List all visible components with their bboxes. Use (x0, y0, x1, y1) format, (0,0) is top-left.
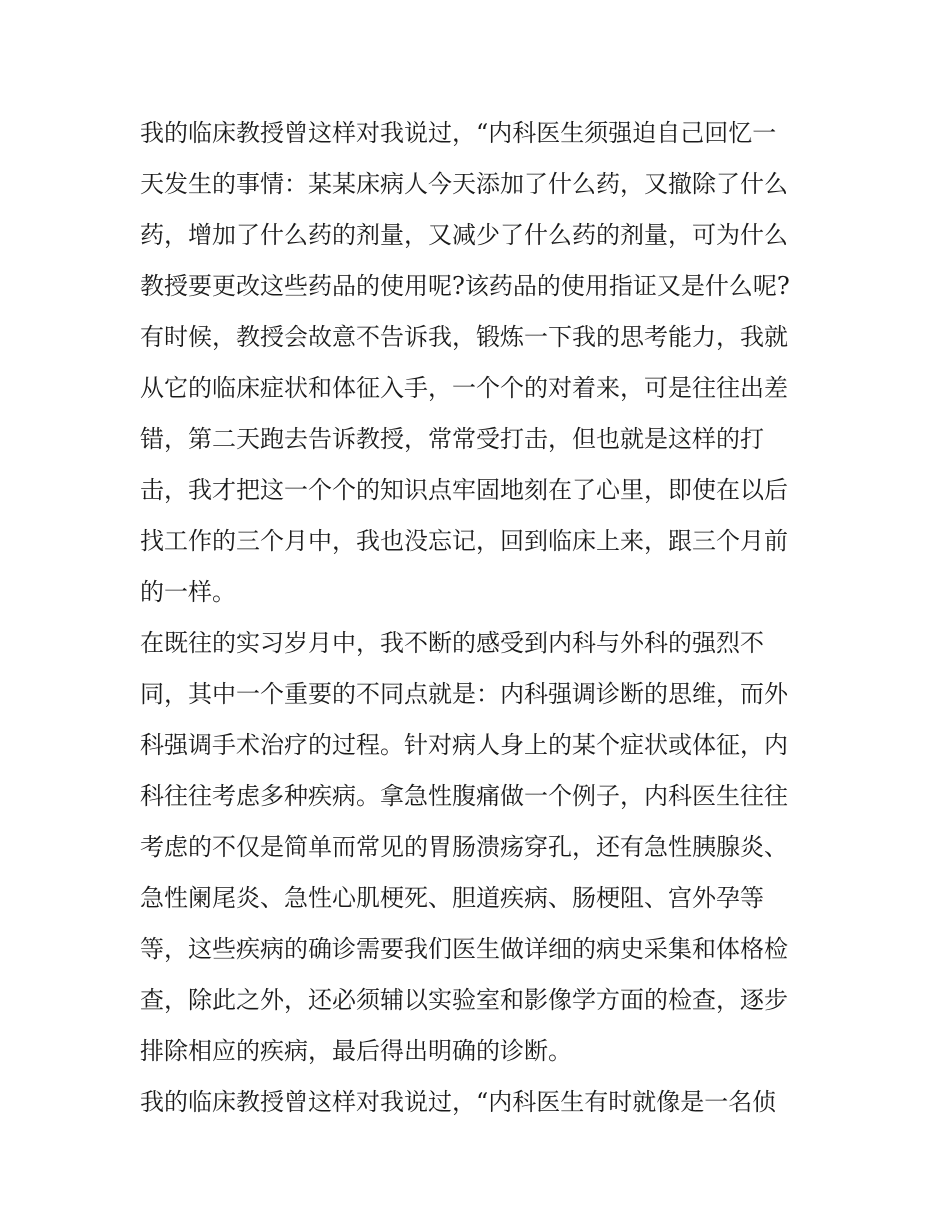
text-line: 有时候，教授会故意不告诉我，锻炼一下我的思考能力，我就 (140, 323, 788, 351)
text-line: 错，第二天跑去告诉教授，常常受打击，但也就是这样的打 (140, 425, 764, 453)
text-line: 的一样。 (140, 578, 236, 606)
text-line: 天发生的事情：某某床病人今天添加了什么药，又撤除了什么 (140, 170, 788, 198)
text-line: 击，我才把这一个个的知识点牢固地刻在了心里，即使在以后 (140, 476, 788, 504)
text-line: 我的临床教授曾这样对我说过，“内科医生有时就像是一名侦 (140, 1088, 777, 1116)
text-line: 排除相应的疾病，最后得出明确的诊断。 (140, 1037, 572, 1065)
text-line: 在既往的实习岁月中，我不断的感受到内科与外科的强烈不 (140, 629, 764, 657)
body-text (140, 108, 820, 1128)
text-line: 教授要更改这些药品的使用呢?该药品的使用指证又是什么呢? (140, 272, 790, 300)
text-line: 科强调手术治疗的过程。针对病人身上的某个症状或体征，内 (140, 731, 788, 759)
text-line: 同，其中一个重要的不同点就是：内科强调诊断的思维，而外 (140, 680, 788, 708)
text-line: 我的临床教授曾这样对我说过，“内科医生须强迫自己回忆一 (140, 119, 777, 147)
text-line: 考虑的不仅是简单而常见的胃肠溃疡穿孔，还有急性胰腺炎、 (140, 833, 788, 861)
text-line: 找工作的三个月中，我也没忘记，回到临床上来，跟三个月前 (140, 527, 788, 555)
text-line: 查，除此之外，还必须辅以实验室和影像学方面的检查，逐步 (140, 986, 788, 1014)
text-line: 药，增加了什么药的剂量，又减少了什么药的剂量，可为什么 (140, 221, 788, 249)
text-line: 从它的临床症状和体征入手，一个个的对着来，可是往往出差 (140, 374, 788, 402)
text-line: 等，这些疾病的确诊需要我们医生做详细的病史采集和体格检 (140, 935, 788, 963)
text-line: 急性阑尾炎、急性心肌梗死、胆道疾病、肠梗阻、宫外孕等 (140, 884, 764, 912)
text-line: 科往往考虑多种疾病。拿急性腹痛做一个例子，内科医生往往 (140, 782, 788, 810)
